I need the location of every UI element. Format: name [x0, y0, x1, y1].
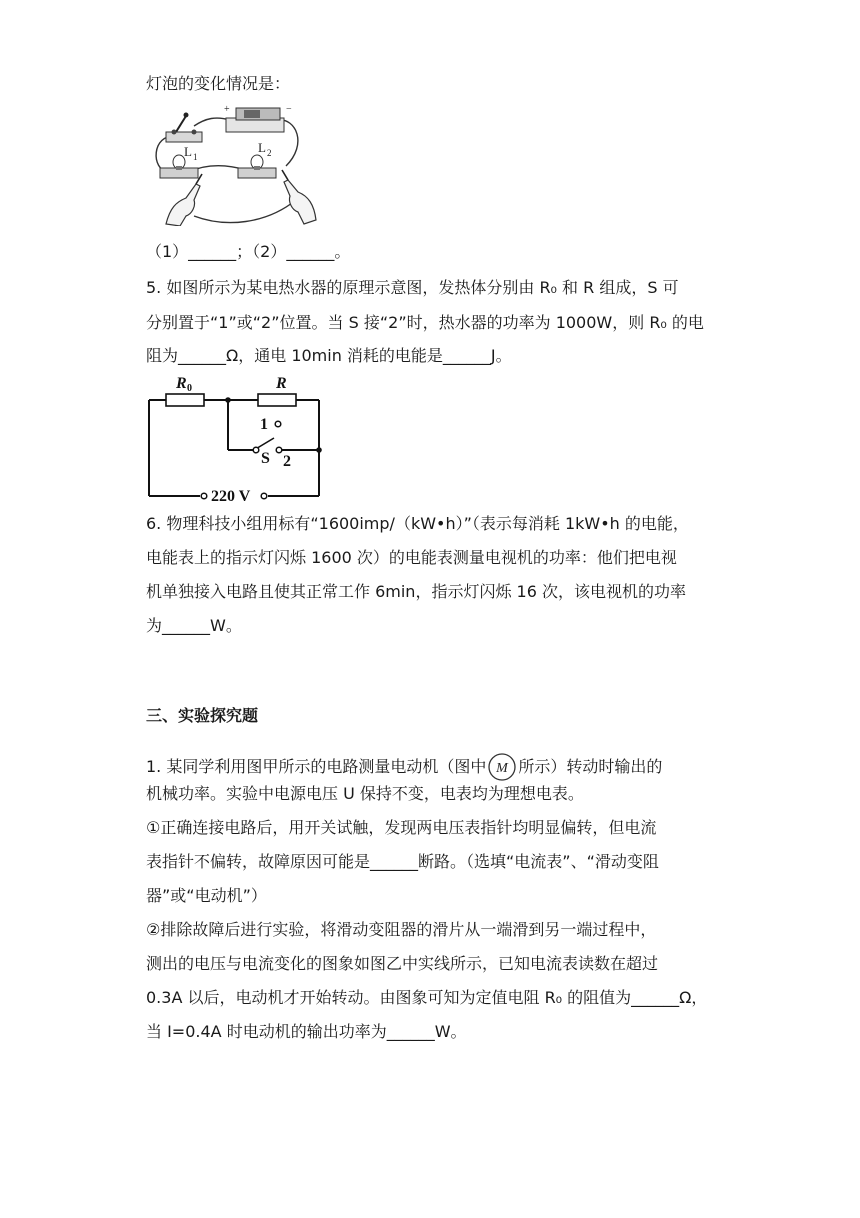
s3-part1-line-1: ①正确连接电路后，用开关试触，发现两电压表指针均明显偏转，但电流 — [146, 818, 657, 837]
svg-text:+: + — [224, 104, 230, 115]
q4-intro-text: 灯泡的变化情况是： — [146, 74, 291, 93]
bulb-circuit-figure — [146, 104, 326, 226]
svg-text:M: M — [496, 761, 509, 776]
section-heading: 三、实验探究题 — [146, 706, 259, 725]
s3-part2-line-4: 当 I=0.4A 时电动机的输出功率为______W。 — [146, 1022, 467, 1041]
bulb-l2-icon — [238, 140, 276, 178]
svg-text:R: R — [176, 375, 187, 392]
s3-q1-line-1 — [146, 752, 662, 787]
q5-line-2: 分别置于“1”或“2”位置。当 S 接“2”时，热水器的功率为 1000W，则 R₀ 的电 — [146, 313, 704, 332]
svg-text:L: L — [258, 140, 266, 155]
right-hand-icon — [282, 170, 316, 224]
q6-line-2: 电能表上的指示灯闪烁 1600 次）的电能表测量电视机的功率：他们把电视 — [146, 548, 677, 567]
q5-line-3: 阻为______Ω，通电 10min 消耗的电能是______J。 — [146, 346, 512, 365]
heater-circuit-figure — [144, 372, 324, 502]
svg-text:−: − — [286, 104, 292, 115]
svg-text:2: 2 — [267, 148, 272, 158]
svg-text:R: R — [276, 375, 287, 392]
svg-text:220 V: 220 V — [211, 488, 251, 502]
bulb-l1-icon — [160, 144, 198, 178]
s3-q1-line-2: 机械功率。实验中电源电压 U 保持不变，电表均为理想电表。 — [146, 784, 584, 803]
svg-text:1: 1 — [193, 152, 198, 162]
q4-answer-blanks: （1）______；（2）______。 — [146, 242, 351, 261]
svg-text:1: 1 — [260, 416, 268, 433]
q6-line-3: 机单独接入电路且使其正常工作 6min，指示灯闪烁 16 次，该电视机的功率 — [146, 582, 686, 601]
svg-text:2: 2 — [283, 453, 291, 470]
svg-text:L: L — [184, 144, 192, 159]
s3-q1-text-b: 所示）转动时输出的 — [518, 757, 663, 776]
q5-line-1: 5. 如图所示为某电热水器的原理示意图，发热体分别由 R₀ 和 R 组成，S 可 — [146, 278, 679, 297]
svg-text:S: S — [261, 450, 270, 467]
s3-part1-line-3: 器”或“电动机”） — [146, 886, 267, 905]
q6-line-4: 为______W。 — [146, 616, 242, 635]
q6-line-1: 6. 物理科技小组用标有“1600imp/（kW•h）”（表示每消耗 1kW•h 的电能， — [146, 514, 689, 533]
s3-part1-line-2: 表指针不偏转，故障原因可能是______断路。（选填“电流表”、“滑动变阻 — [146, 852, 659, 871]
switch-icon — [166, 113, 202, 143]
left-hand-icon — [166, 174, 202, 226]
svg-text:0: 0 — [187, 383, 192, 394]
s3-part2-line-3: 0.3A 以后，电动机才开始转动。由图象可知为定值电阻 R₀ 的阻值为______Ω， — [146, 988, 708, 1007]
s3-part2-line-2: 测出的电压与电流变化的图象如图乙中实线所示，已知电流表读数在超过 — [146, 954, 659, 973]
battery-icon — [224, 104, 292, 132]
motor-icon — [487, 752, 517, 787]
s3-part2-line-1: ②排除故障后进行实验，将滑动变阻器的滑片从一端滑到另一端过程中， — [146, 920, 657, 939]
s3-q1-text-a: 1. 某同学利用图甲所示的电路测量电动机（图中 — [146, 757, 487, 776]
